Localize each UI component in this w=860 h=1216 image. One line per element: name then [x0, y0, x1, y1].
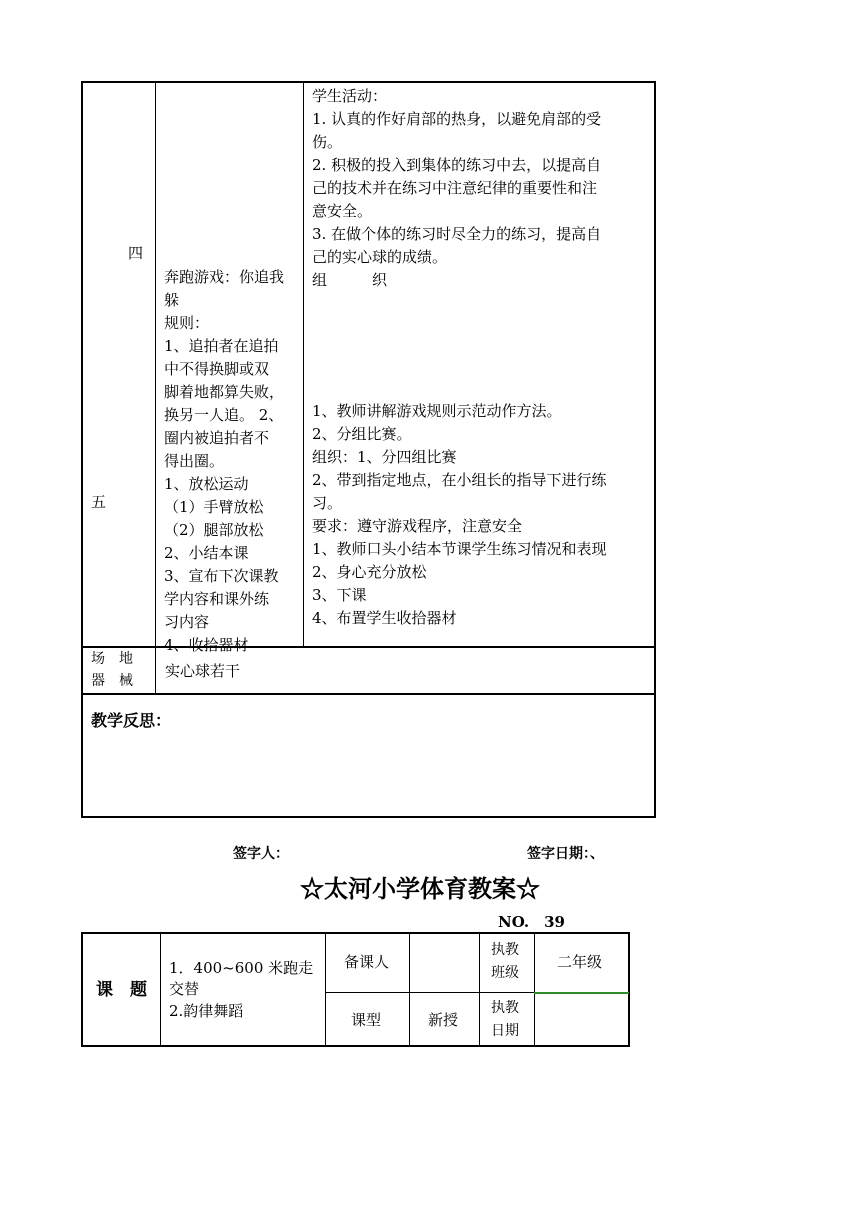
- page-title: ☆太河小学体育教案☆: [300, 874, 540, 903]
- text-line: 伤。: [312, 133, 343, 151]
- text-line: 躲: [164, 291, 180, 309]
- text-line: 1、放松运动: [164, 475, 249, 493]
- text-line: （1）手臂放松: [164, 498, 264, 516]
- equipment-label: 器 械: [91, 673, 133, 689]
- text-line: 交替: [169, 980, 200, 998]
- topic-label: 课 题: [96, 980, 147, 1000]
- text-line: 1、追拍者在追拍: [164, 337, 279, 355]
- text-line: 2、身心充分放松: [312, 563, 427, 581]
- text-line: 4、布置学生收拾器材: [312, 609, 457, 627]
- lesson-type-value: 新授: [428, 1011, 459, 1029]
- section-5-number: 五: [91, 493, 107, 511]
- text-line: 组 织: [312, 271, 388, 289]
- text-line: 2. 积极的投入到集体的练习中去，以提高自: [312, 156, 602, 174]
- class-value: 二年级: [557, 953, 603, 971]
- text-line: 要求：遵守游戏程序，注意安全: [312, 517, 523, 535]
- text-line: 2、带到指定地点，在小组长的指导下进行练: [312, 471, 607, 489]
- teach-date-label-2: 日期: [491, 1023, 519, 1039]
- text-line: 3、宣布下次课教: [164, 567, 279, 585]
- text-line: 组织：1、分四组比赛: [312, 448, 457, 466]
- text-line: 脚着地都算失败，: [164, 383, 285, 401]
- text-line: 换另一人追。 2、: [164, 406, 284, 424]
- text-line: 1．400~600 米跑走: [169, 959, 314, 977]
- plan-number: NO. 39: [498, 913, 565, 931]
- venue-value: 实心球若干: [165, 662, 241, 680]
- text-line: 中不得换脚或双: [164, 360, 270, 378]
- signature-date-label: 签字日期：、: [527, 846, 604, 862]
- text-line: 得出圈。: [164, 452, 225, 470]
- text-line: 1. 认真的作好肩部的热身，以避免肩部的受: [312, 110, 602, 128]
- text-line: 3. 在做个体的练习时尽全力的练习，提高自: [312, 225, 602, 243]
- text-line: 2、分组比赛。: [312, 425, 412, 443]
- text-line: 学内容和课外练: [164, 590, 270, 608]
- text-line: 学生活动：: [312, 87, 388, 105]
- reflection-label: 教学反思：: [91, 711, 172, 730]
- text-line: 2.韵律舞蹈: [169, 1002, 244, 1020]
- text-line: （2）腿部放松: [164, 521, 264, 539]
- text-line: 3、下课: [312, 586, 367, 604]
- preparer-label: 备课人: [344, 953, 390, 971]
- text-line: 2、小结本课: [164, 544, 249, 562]
- teach-date-label: 执教: [491, 1000, 519, 1016]
- text-line: 1、教师口头小结本节课学生练习情况和表现: [312, 540, 607, 558]
- text-line: 己的实心球的成绩。: [312, 248, 448, 266]
- signer-label: 签字人：: [233, 846, 289, 862]
- text-line: 奔跑游戏：你追我: [164, 268, 285, 286]
- text-line: 规则：: [164, 314, 210, 332]
- text-line: 习。: [312, 494, 343, 512]
- text-line: 圈内被追拍者不: [164, 429, 270, 447]
- text-line: 4、收拾器材: [164, 636, 249, 654]
- text-line: 己的技术并在练习中注意纪律的重要性和注: [312, 179, 598, 197]
- text-line: 意安全。: [312, 202, 373, 220]
- class-label: 执教: [491, 942, 519, 958]
- venue-label: 场 地: [91, 651, 133, 667]
- text-line: 1、教师讲解游戏规则示范动作方法。: [312, 402, 562, 420]
- lesson-type-label: 课型: [351, 1011, 382, 1029]
- section-4-number: 四: [128, 244, 144, 262]
- class-label-2: 班级: [491, 965, 519, 981]
- text-line: 习内容: [164, 613, 210, 631]
